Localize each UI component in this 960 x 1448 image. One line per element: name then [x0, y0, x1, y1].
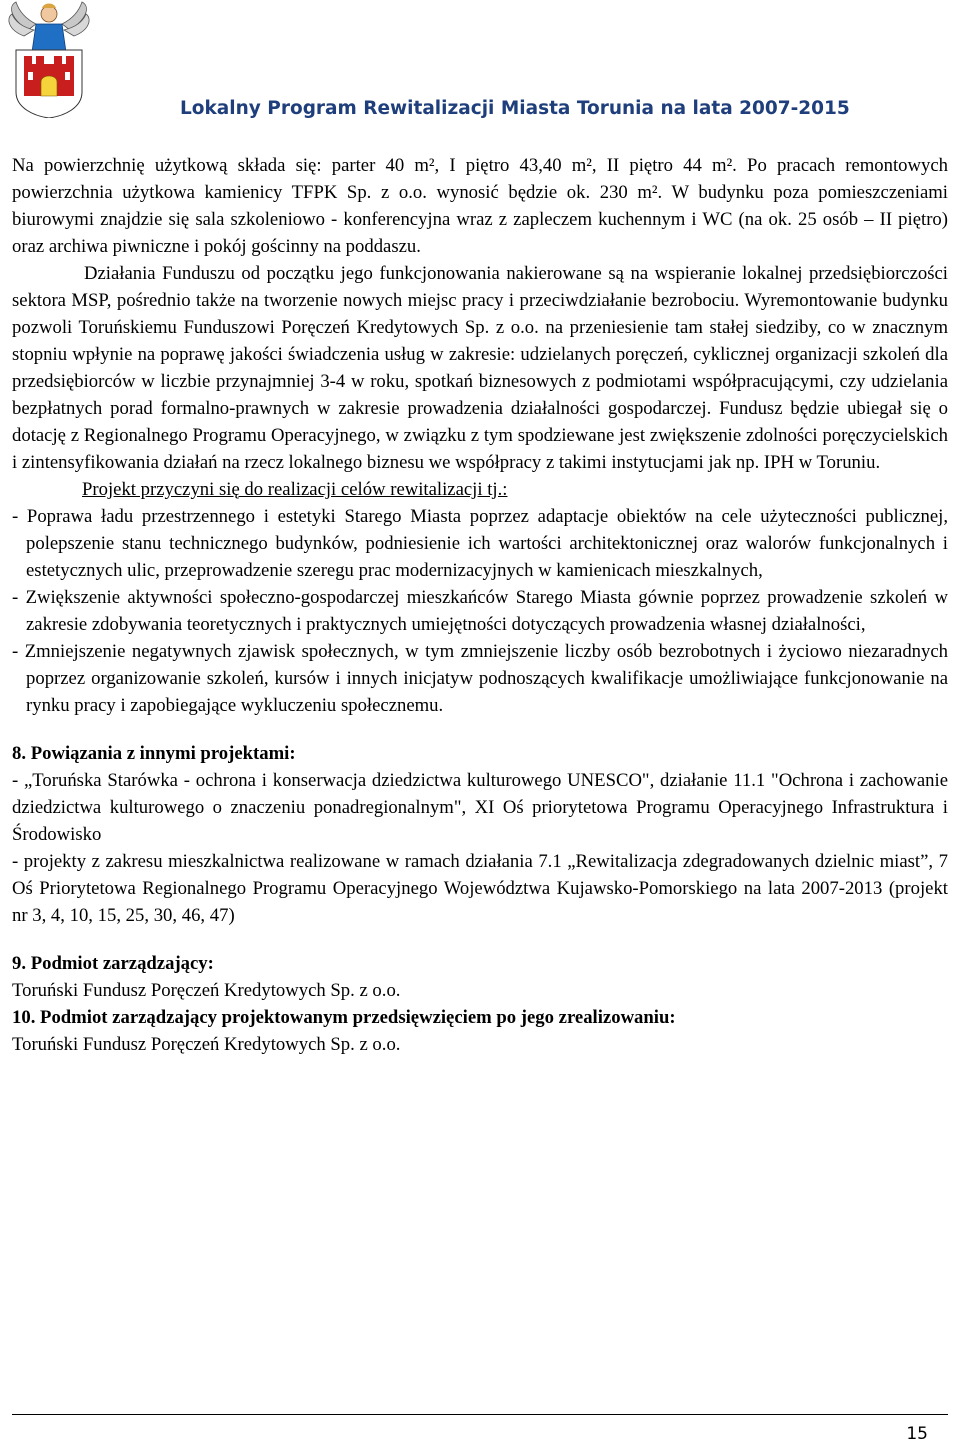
document-header-title: Lokalny Program Rewitalizacji Miasta Torunia na lata 2007-2015 [180, 98, 850, 119]
list-item: - Zwiększenie aktywności społeczno-gospodarczej mieszkańców Starego Miasta gównie poprzez prowadzenie szkoleń w zakresie zdobywania teoretycznych i praktycznych umiejętności dotyczących prowadzenia własnej działalności, [12, 587, 948, 635]
section-10-heading: 10. Podmiot zarządzający projektowanym przedsięwzięciem po jego zrealizowaniu: [12, 1007, 676, 1028]
document-body [12, 152, 948, 1058]
section-9-heading: 9. Podmiot zarządzający: [12, 953, 214, 974]
related-project-item: - „Toruńska Starówka - ochrona i konserwacja dziedzictwa kulturowego UNESCO", działanie 11.1 "Ochrona i zachowanie dziedzictwa kulturowego o znaczeniu ponadregionalnym", XI Oś priorytetowa Programu Operacyjnego Infrastruktura i Środowisko [12, 770, 948, 845]
page-number: 15 [906, 1424, 928, 1444]
list-item: - Zmniejszenie negatywnych zjawisk społecznych, w tym zmniejszenie liczby osób bezrobotnych i życiowo niezaradnych poprzez organizowanie szkoleń, kursów i innych inicjatyw podnoszących kwalifikacje umożliwiające funkcjonowanie na rynku pracy i zapobiegające wykluczeniu społecznemu. [12, 641, 948, 716]
section-9-text: Toruński Fundusz Poręczeń Kredytowych Sp. z o.o. [12, 980, 401, 1001]
torun-coat-of-arms-icon [6, 0, 92, 118]
revitalization-goals-heading: Projekt przyczyni się do realizacji celów rewitalizacji tj.: [82, 479, 508, 500]
paragraph-fund-activities: Działania Funduszu od początku jego funkcjonowania nakierowane są na wspieranie lokalnej przedsiębiorczości sektora MSP, pośrednio także na tworzenie nowych miejsc pracy i przeciwdziałanie bezrobociu. Wyremontowanie budynku pozwoli Toruńskiemu Funduszowi Poręczeń Kredytowych Sp. z o.o. na przeniesienie tam stałej siedziby, co w znacznym stopniu wpłynie na poprawę jakości świadczenia usług w zakresie: udzielanych poręczeń, cyklicznej organizacji szkoleń dla przedsiębiorców w liczbie przynajmniej 3-4 w roku, spotkań biznesowych z podmiotami współpracującymi, czy udzielania bezpłatnych porad formalno-prawnych w zakresie prowadzenia działalności gospodarczej. Fundusz będzie ubiegał się o dotację z Regionalnego Programu Operacyjnego, w związku z tym spodziewane jest zwiększenie zdolności poręczycielskich i zintensyfikowania działań na rzecz lokalnego biznesu we współpracy z takimi instytucjami jak np. IPH w Toruniu. [12, 263, 948, 473]
list-item: - Poprawa ładu przestrzennego i estetyki Starego Miasta poprzez adaptacje obiektów na cele użyteczności publicznej, polepszenie stanu technicznego budynków, podniesienie ich wartości architektonicznej oraz walorów funkcjonalnych i estetycznych ulic, przeprowadzenie szeregu prac modernizacyjnych w kamienicach mieszkalnych, [12, 506, 948, 581]
revitalization-goals-list [12, 503, 948, 719]
section-10-text: Toruński Fundusz Poręczeń Kredytowych Sp. z o.o. [12, 1034, 401, 1055]
related-project-item: - projekty z zakresu mieszkalnictwa realizowane w ramach działania 7.1 „Rewitalizacja zdegradowanych dzielnic miast”, 7 Oś Priorytetowa Regionalnego Programu Operacyjnego Województwa Kujawsko-Pomorskiego na lata 2007-2013 (projekt nr 3, 4, 10, 15, 25, 30, 46, 47) [12, 851, 948, 926]
section-8-heading: 8. Powiązania z innymi projektami: [12, 743, 296, 764]
paragraph-building-area: Na powierzchnię użytkową składa się: parter 40 m², I piętro 43,40 m², II piętro 44 m². Po pracach remontowych powierzchnia użytkowa kamienicy TFPK Sp. z o.o. wynosić będzie ok. 230 m². W budynku poza pomieszczeniami biurowymi znajdzie się sala szkoleniowo - konferencyjna wraz z zapleczem kuchennym i WC (na ok. 25 osób – II piętro) oraz archiwa piwniczne i pokój gościnny na poddaszu. [12, 155, 948, 257]
footer-divider [12, 1414, 948, 1415]
